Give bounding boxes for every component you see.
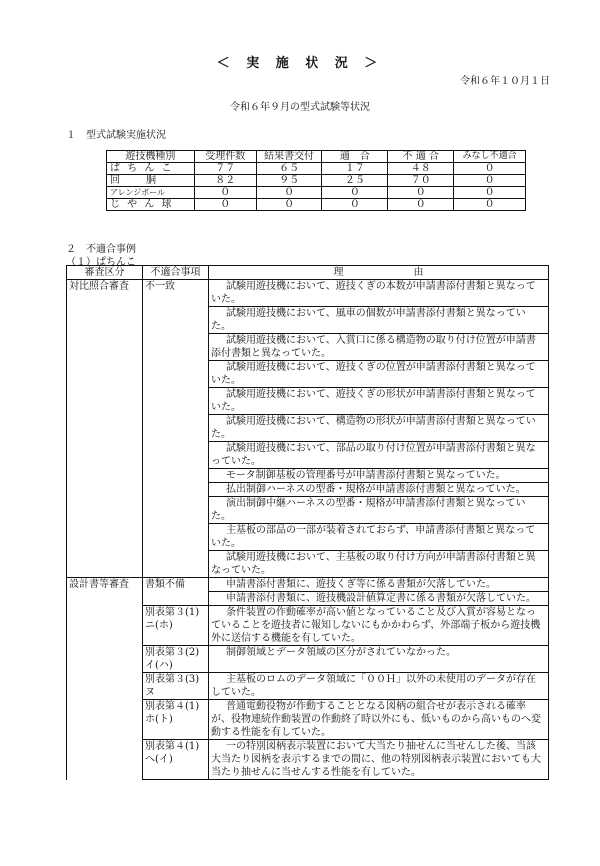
- detail-reason: 条件装置の作動確率が高い値となっていること及び入賞が容易となっていることを遊技者に報知しないにもかかわらず、外部端子板から遊技機外に送信する機能を有していた。: [209, 606, 549, 646]
- summary-cell: ０: [388, 187, 454, 199]
- detail-header-row: [67, 266, 549, 280]
- summary-col-pass: 適 合: [322, 151, 388, 163]
- summary-cell: ０: [454, 199, 526, 211]
- section2-subheading: （１）ぱちんこ: [66, 257, 136, 268]
- detail-col-reason: 理 由: [209, 266, 549, 280]
- summary-cell: ０: [454, 175, 526, 187]
- detail-reason: 試験用遊技機において、遊技くぎの本数が申請書添付書類と異なっていた。: [209, 280, 549, 307]
- summary-cell: ０: [454, 163, 526, 175]
- summary-cell: ０: [256, 199, 322, 211]
- summary-col-deemed-fail: みなし不適合: [454, 151, 526, 163]
- summary-cell: ６５: [256, 163, 322, 175]
- summary-cell: ２５: [322, 175, 388, 187]
- summary-row: [107, 175, 526, 187]
- detail-matter: 不一致: [143, 280, 209, 578]
- detail-reason: 試験用遊技機において、部品の取り付け位置が申請書添付書類と異なっていた。: [209, 442, 549, 469]
- detail-reason: 制御領域とデータ領域の区分がされていなかった。: [209, 646, 549, 673]
- detail-row: [67, 578, 549, 592]
- detail-reason: 申請書添付書類に、遊技くぎ等に係る書類が欠落していた。: [209, 578, 549, 592]
- summary-cell: ８２: [194, 175, 256, 187]
- detail-col-matter: 不適合事項: [143, 266, 209, 280]
- detail-reason: 主基板のロムのデータ領域に「００Ｈ」以外の未使用のデータが存在していた。: [209, 673, 549, 700]
- detail-reason: 試験用遊技機において、主基板の取り付け方向が申請書添付書類と異なっていた。: [209, 551, 549, 578]
- summary-row: [107, 163, 526, 175]
- issue-date: 令和６年１０月１日: [460, 76, 550, 87]
- section1-heading: １ 型式試験実施状況: [66, 130, 166, 141]
- detail-matter: 別表第４(1)ホ(ト): [143, 700, 209, 740]
- detail-row: [67, 280, 549, 307]
- section2-heading: ２ 不適合事例: [66, 244, 136, 255]
- summary-col-received: 受理件数: [194, 151, 256, 163]
- detail-reason: 払出制御ハーネスの型番・規格が申請書添付書類と異なっていた。: [209, 483, 549, 497]
- detail-reason: 申請書添付書類に、遊技機設計値算定書に係る書類が欠落していた。: [209, 592, 549, 606]
- detail-matter: 別表第３(1)ニ(ホ): [143, 606, 209, 646]
- detail-category: 設計書等審査: [67, 578, 143, 780]
- summary-cell: ０: [194, 187, 256, 199]
- summary-cell: ０: [322, 187, 388, 199]
- detail-reason: 一の特別図柄表示装置において大当たり抽せんに当せんした後、当該大当たり図柄を表示するまでの間に、他の特別図柄表示装置においても大当たり抽せんに当せんする性能を有していた。: [209, 740, 549, 780]
- summary-cell: １７: [322, 163, 388, 175]
- detail-matter: 別表第３(3)ヌ: [143, 673, 209, 700]
- nonconformity-table: [66, 265, 549, 780]
- detail-reason: 演出制御中継ハーネスの型番・規格が申請書添付書類と異なっていた。: [209, 497, 549, 524]
- summary-col-kind: 遊技機種別: [107, 151, 195, 163]
- summary-cell-kind: 回 胴: [107, 175, 195, 187]
- detail-reason: 試験用遊技機において、構造物の形状が申請書添付書類と異なっていた。: [209, 415, 549, 442]
- page-title: ＜ 実 施 状 況 ＞: [216, 56, 384, 71]
- detail-category: 対比照合審査: [67, 280, 143, 578]
- summary-row: [107, 199, 526, 211]
- detail-matter: 書類不備: [143, 578, 209, 606]
- summary-cell: ４８: [388, 163, 454, 175]
- summary-col-issued: 結果書交付: [256, 151, 322, 163]
- summary-cell: ０: [388, 199, 454, 211]
- summary-cell: ０: [454, 187, 526, 199]
- summary-row: [107, 187, 526, 199]
- summary-cell: ０: [322, 199, 388, 211]
- detail-reason: 試験用遊技機において、遊技くぎの形状が申請書添付書類と異なっていた。: [209, 388, 549, 415]
- detail-reason: 試験用遊技機において、風車の個数が申請書添付書類と異なっていた。: [209, 307, 549, 334]
- summary-cell: ０: [256, 187, 322, 199]
- summary-cell-kind: ぱ ち ん こ: [107, 163, 195, 175]
- summary-cell: ９５: [256, 175, 322, 187]
- detail-matter: 別表第４(1)へ(イ): [143, 740, 209, 780]
- detail-reason: 試験用遊技機において、遊技くぎの位置が申請書添付書類と異なっていた。: [209, 361, 549, 388]
- summary-cell-kind: アレンジボール: [107, 187, 195, 199]
- detail-reason: 普通電動役物が作動することとなる図柄の組合せが表示される確率が、役物連続作動装置の作動終了時以外にも、低いものから高いものへ変動する性能を有していた。: [209, 700, 549, 740]
- summary-cell: ７７: [194, 163, 256, 175]
- detail-matter: 別表第３(2)イ(ハ): [143, 646, 209, 673]
- detail-col-category: 審査区分: [67, 266, 143, 280]
- detail-reason: 主基板の部品の一部が装着されておらず、申請書添付書類と異なっていた。: [209, 524, 549, 551]
- summary-cell-kind: じ や ん 球: [107, 199, 195, 211]
- summary-table: [106, 150, 526, 211]
- summary-cell: ７０: [388, 175, 454, 187]
- summary-header-row: [107, 151, 526, 163]
- summary-cell: ０: [194, 199, 256, 211]
- summary-col-fail: 不 適 合: [388, 151, 454, 163]
- detail-reason: モータ制御基板の管理番号が申請書添付書類と異なっていた。: [209, 469, 549, 483]
- detail-reason: 試験用遊技機において、入賞口に係る構造物の取り付け位置が申請書添付書類と異なっていた。: [209, 334, 549, 361]
- page-subtitle: 令和６年９月の型式試験等状況: [230, 102, 370, 113]
